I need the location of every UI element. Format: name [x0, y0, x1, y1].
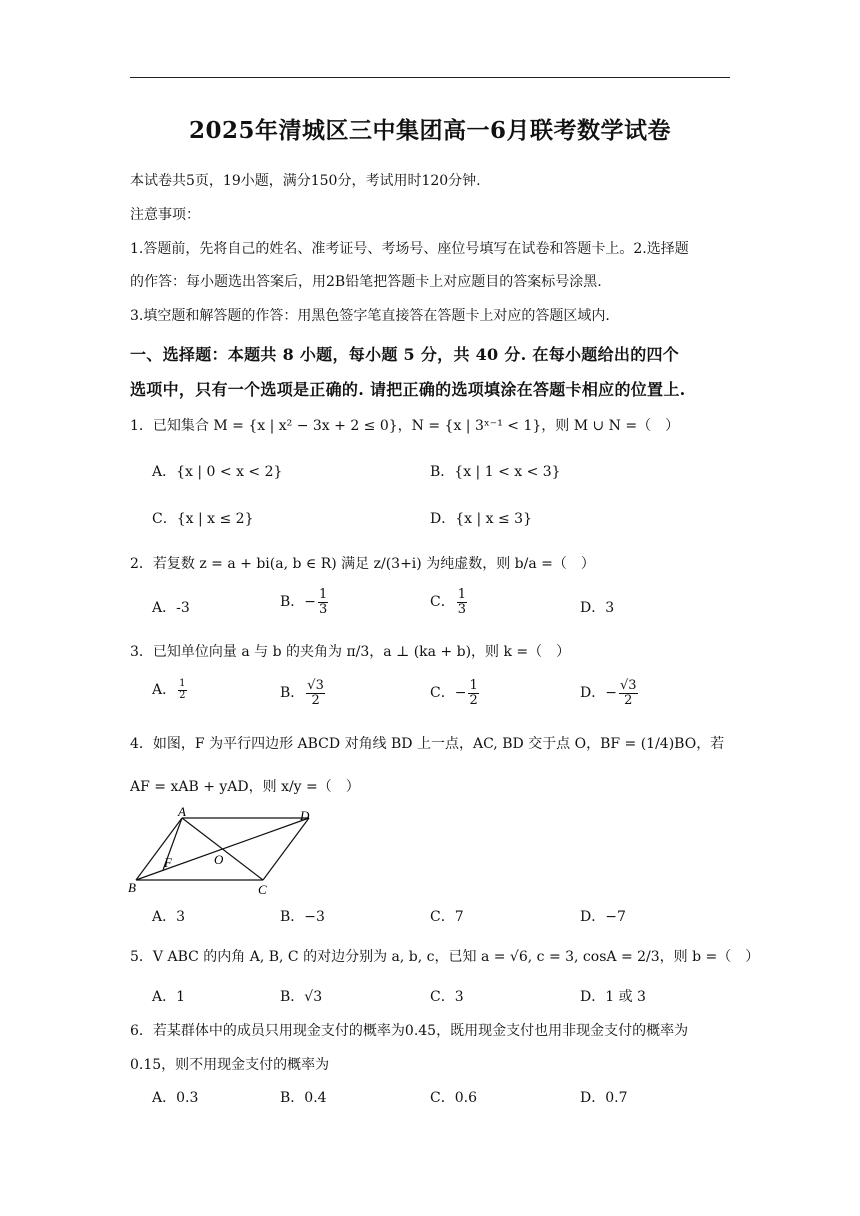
minus-sign: −	[605, 685, 617, 702]
question-2-stem: 2．若复数 z = a + bi(a, b ∈ R) 满足 z/(3+i) 为纯虚数，则 b/a =（ ）	[130, 556, 595, 572]
option-label: A．	[152, 682, 177, 698]
label-c: C	[258, 882, 267, 896]
section-heading-line1: 一、选择题：本题共 8 小题，每小题 5 分，共 40 分. 在每小题给出的四个	[130, 345, 680, 364]
denominator: 2	[624, 692, 633, 708]
header-rule	[130, 77, 730, 78]
question-3-stem: 3．已知单位向量 a 与 b 的夹角为 π/3，a ⊥ (ka + b)，则 k =（ ）	[130, 644, 571, 660]
question-2-option-a: A．-3	[152, 600, 190, 616]
numerator: 1	[319, 587, 328, 602]
question-4-stem-line2: AF = xAB + yAD，则 x/y =（ ）	[130, 779, 360, 795]
denominator: 2	[469, 692, 478, 708]
question-5-option-b: B．√3	[280, 989, 323, 1005]
question-3-option-b	[280, 679, 327, 707]
denominator: 2	[311, 692, 320, 708]
numerator: 1	[469, 678, 478, 693]
question-1-stem: 1．已知集合 M = {x | x² − 3x + 2 ≤ 0}，N = {x | 3ˣ⁻¹ < 1}，则 M ∪ N =（ ）	[130, 418, 680, 434]
denominator: 2	[179, 689, 186, 701]
question-3-option-c	[430, 679, 481, 707]
question-5-stem: 5．V ABC 的内角 A, B, C 的对边分别为 a, b, c，已知 a = √6, c = 3, cosA = 2/3，则 b =（ ）	[130, 949, 760, 965]
page-title: 2025年清城区三中集团高一6月联考数学试卷	[188, 117, 672, 144]
question-4-option-a: A．3	[152, 909, 186, 925]
diagonal-bd	[136, 818, 309, 880]
parallelogram-figure	[128, 806, 328, 896]
question-6-option-a: A．0.3	[152, 1090, 199, 1106]
notice-1a: 1.答题前，先将自己的姓名、准考证号、考场号、座位号填写在试卷和答题卡上。2.选择题	[130, 241, 689, 257]
minus-sign: −	[454, 685, 467, 702]
edge-cd	[263, 818, 309, 880]
numerator: 1	[179, 678, 186, 689]
option-label: B．	[280, 685, 305, 702]
notice-heading: 注意事项：	[130, 207, 200, 223]
fraction	[619, 679, 638, 707]
label-f: F	[164, 855, 172, 870]
notice-1b: 的作答：每小题选出答案后，用2B铅笔把答题卡上对应题目的答案标号涂黑.	[130, 274, 602, 290]
question-6-option-d: D．0.7	[580, 1090, 628, 1106]
question-2-option-d: D．3	[580, 600, 615, 616]
option-label: C．	[430, 594, 455, 611]
section-heading-line2: 选项中，只有一个选项是正确的. 请把正确的选项填涂在答题卡相应的位置上.	[130, 380, 686, 399]
edge-ab	[136, 818, 182, 880]
option-label: D．	[580, 685, 606, 702]
label-d: D	[300, 808, 310, 823]
question-5-option-c: C．3	[430, 989, 464, 1005]
question-6-option-b: B．0.4	[280, 1090, 327, 1106]
label-b: B	[128, 880, 136, 895]
question-3-option-d	[580, 679, 640, 707]
option-label: B．	[280, 594, 305, 611]
fraction	[468, 679, 478, 707]
notice-3: 3.填空题和解答题的作答：用黑色签字笔直接答在答题卡上对应的答题区域内.	[130, 308, 610, 324]
denominator: 3	[319, 601, 328, 617]
fraction	[306, 679, 325, 707]
question-4-option-c: C．7	[430, 909, 464, 925]
question-6-stem-line1: 6．若某群体中的成员只用现金支付的概率为0.45，既用现金支付也用非现金支付的概率为	[130, 1023, 689, 1039]
minus-sign: −	[304, 594, 317, 611]
exam-intro: 本试卷共5页，19小题，满分150分，考试用时120分钟.	[130, 173, 481, 189]
question-1-option-b: B．{x | 1 < x < 3}	[430, 464, 561, 480]
question-4-option-b: B．−3	[280, 909, 325, 925]
fraction	[178, 679, 186, 701]
label-a: A	[178, 806, 186, 819]
question-2-option-b	[280, 588, 330, 616]
question-2-option-c	[430, 588, 469, 616]
option-label: C．	[430, 685, 455, 702]
question-6-option-c: C．0.6	[430, 1090, 477, 1106]
question-1-option-c: C．{x | x ≤ 2}	[152, 511, 254, 527]
fraction	[457, 588, 467, 616]
question-5-option-a: A．1	[152, 989, 186, 1005]
denominator: 3	[457, 601, 466, 617]
question-1-option-a: A．{x | 0 < x < 2}	[152, 464, 283, 480]
question-1-option-d: D．{x | x ≤ 3}	[430, 511, 532, 527]
numerator: √3	[619, 678, 637, 693]
question-3-option-a	[152, 679, 189, 701]
question-4-stem-line1: 4．如图，F 为平行四边形 ABCD 对角线 BD 上一点，AC, BD 交于点 O，BF = (1/4)BO，若	[130, 736, 725, 752]
question-6-stem-line2: 0.15，则不用现金支付的概率为	[130, 1057, 330, 1073]
fraction	[318, 588, 328, 616]
question-4-option-d: D．−7	[580, 909, 626, 925]
numerator: √3	[307, 678, 324, 693]
question-5-option-d: D．1 或 3	[580, 989, 646, 1005]
label-o: O	[214, 852, 224, 867]
numerator: 1	[457, 587, 466, 602]
